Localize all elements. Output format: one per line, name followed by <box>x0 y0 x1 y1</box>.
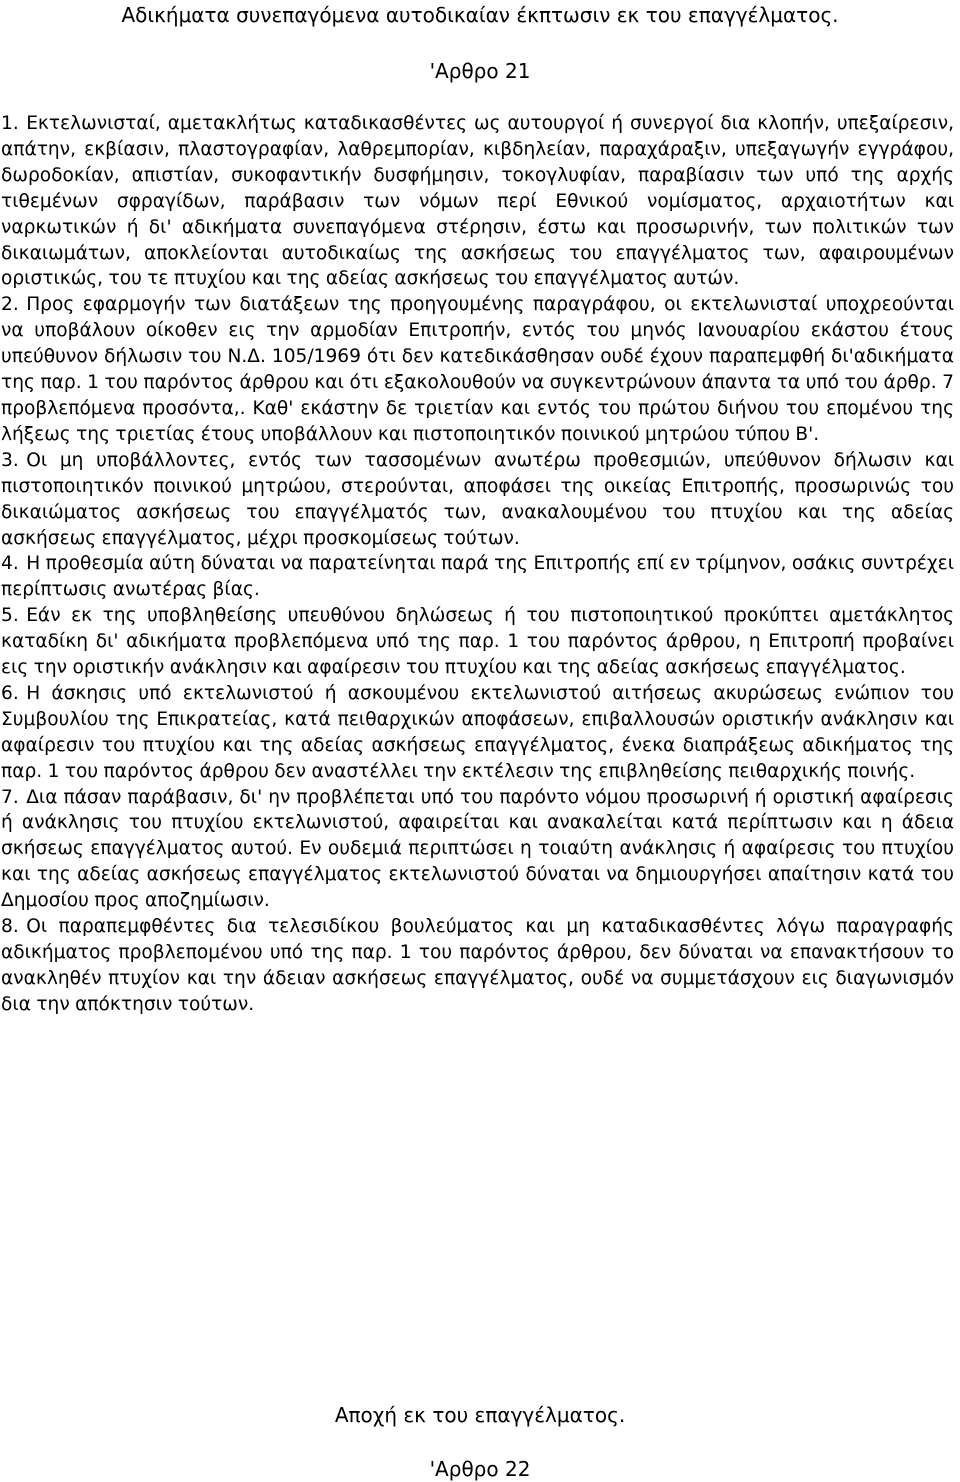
paragraph-text: Εάν εκ της υποβληθείσης υπευθύνου δηλώσεως ή του πιστοποιητικού προκύπτει αμετάκλητος καταδίκη δι' αδικήματα προβλεπόμενα υπό της παρ. 1 του παρόντος άρθρου, η Επιτροπή προβαίνει εις την οριστικήν ανάκλησιν και αφαίρεσιν του πτυχίου και της αδείας ασκήσεως επαγγέλματος. <box>1 605 954 679</box>
paragraph-text: Εκτελωνισταί, αμετακλήτως καταδικασθέντες ως αυτουργοί ή συνεργοί δια κλοπήν, υπεξαίρεσιν, απάτην, εκβίασιν, πλαστογραφίαν, λαθρεμπορίαν, κιβδηλείαν, παραχάραξιν, υπεξαγωγήν εγγράφου, δωροδοκίαν, απιστίαν, συκοφαντικήν δυσφήμησιν, τοκογλυφίαν, παραβίασιν των υπό της αρχής τιθεμένων σφραγίδων, παράβασιν των νόμων περί Εθνικού νομίσματος, αρχαιοτήτων και ναρκωτικών ή δι' αδικήματα συνεπαγόμενα στέρησιν, έστω και προσωρινήν, των πολιτικών των δικαιωμάτων, αποκλείονται αυτοδικαίως της ασκήσεως του επαγγέλματος των, αφαιρουμένων οριστικώς, του τε πτυχίου και της αδείας ασκήσεως του επαγγέλματος αυτών. <box>1 113 954 290</box>
paragraph-number: 5. <box>1 605 19 627</box>
paragraph-5 <box>1 603 954 681</box>
paragraph-text: Η άσκησις υπό εκτελωνιστού ή ασκουμένου εκτελωνιστού αιτήσεως ακυρώσεως ενώπιον του Συμβουλίου της Επικρατείας, κατά πειθαρχικών αποφάσεων, επιβαλλουσών οριστικήν ανάκλησιν και αφαίρεσιν του πτυχίου και της αδείας ασκήσεως επαγγέλματος, ένεκα διαπράξεως αδικήματος της παρ. 1 του παρόντος άρθρου δεν αναστέλλει την εκτέλεσιν της επιβληθείσης πειθαρχικής ποινής. <box>1 682 954 782</box>
paragraph-2 <box>1 292 954 447</box>
paragraph-text: Η προθεσμία αύτη δύναται να παρατείνηται παρά της Επιτροπής επί εν τρίμηνον, οσάκις συντρέχει περίπτωσις ανωτέρας βίας. <box>1 553 954 601</box>
next-article-heading: 'Αρθρο 22 <box>429 1457 531 1481</box>
article-heading: 'Αρθρο 21 <box>429 59 531 83</box>
paragraph-text: Οι μη υποβάλλοντες, εντός των τασσομένων ανωτέρω προθεσμιών, υπεύθυνον δήλωσιν και πιστοποιητικόν ποινικού μητρώου, στερούνται, αποφάσει της οικείας Επιτροπής, προσωρινώς του δικαιώματος ασκήσεως του επαγγέλματός των, ανακαλουμένου του πτυχίου και της αδείας ασκήσεως επαγγέλματος, μέχρι προσκομίσεως τούτων. <box>1 449 954 549</box>
paragraph-7 <box>1 785 954 915</box>
paragraph-number: 3. <box>1 449 19 471</box>
paragraph-number: 1. <box>1 113 19 134</box>
paragraph-text: Οι παραπεμφθέντες δια τελεσιδίκου βουλεύματος και μη καταδικασθέντες λόγω παραγραφής αδικήματος προβλεπομένου υπό της παρ. 1 του παρόντος άρθρου, δεν δύναται να επανακτήσουν το ανακληθέν πτυχίον και την άδειαν ασκήσεως επαγγέλματος, ουδέ να συμμετάσχουν εις διαγωνισμόν δια την απόκτησιν τούτων. <box>1 916 954 1015</box>
next-section-title: Αποχή εκ του επαγγέλματος. <box>334 1403 626 1427</box>
paragraph-number: 2. <box>1 294 19 316</box>
paragraph-number: 4. <box>1 553 19 575</box>
paragraph-4 <box>1 551 954 603</box>
section-title: Αδικήματα συνεπαγόμενα αυτοδικαίαν έκπτωσιν εκ του επαγγέλματος. <box>121 3 839 27</box>
paragraph-text: Δια πάσαν παράβασιν, δι' ην προβλέπεται υπό του παρόντο νόμου προσωρινή ή οριστική αφαίρεσις ή ανάκλησις του πτυχίου εκτελωνιστού, αφαιρείται και ανακαλείται κατά περίπτωσιν και η άδεια σκήσεως επαγγέλματος αυτού. Εν ουδεμιά περιπτώσει η τοιαύτη ανάκλησις ή αφαίρεσις του πτυχίου και της αδείας ασκήσεως επαγγέλματος εκτελωνιστού δύναται να δημιουργήσει απαίτησιν κατά του Δημοσίου προς αποζημίωσιν. <box>1 786 954 912</box>
paragraph-number: 6. <box>1 682 19 704</box>
paragraph-number: 7. <box>1 786 19 808</box>
paragraph-text: Προς εφαρμογήν των διατάξεων της προηγουμένης παραγράφου, οι εκτελωνισταί υποχρεούνται να υποβάλουν οίκοθεν εις την αρμοδίαν Επιτροπήν, εντός του μηνός Ιανουαρίου εκάστου έτους υπεύθυνον δήλωσιν του Ν.Δ. 105/1969 ότι δεν κατεδικάσθησαν ουδέ έχουν παραπεμφθή δι'αδικήματα της παρ. 1 του παρόντος άρθρου και ότι εξακολουθούν να συγκεντρώνουν άπαντα τα υπό του άρθρ. 7 προβλεπόμενα προσόντα,. Καθ' εκάστην δε τριετίαν και εντός του πρώτου διήνου του επομένου της λήξεως της τριετίας έτους υποβάλλουν και πιστοποιητικόν ποινικού μητρώου τύπου Β'. <box>1 294 954 445</box>
paragraph-3 <box>1 448 954 552</box>
paragraph-number: 8. <box>1 916 19 938</box>
paragraph-8 <box>1 914 954 1018</box>
article-body <box>1 111 954 1018</box>
paragraph-6 <box>1 681 954 785</box>
paragraph-1 <box>1 111 954 292</box>
